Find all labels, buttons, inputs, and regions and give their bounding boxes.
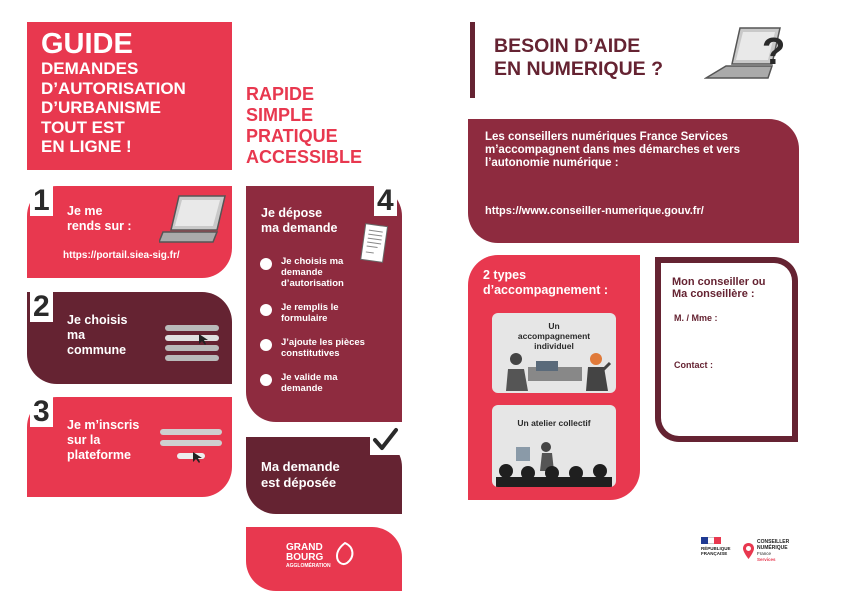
tagline: RAPIDE SIMPLE PRATIQUE ACCESSIBLE (246, 84, 363, 167)
collective-label: Un atelier collectif (517, 418, 591, 428)
cursor-icon (199, 334, 208, 345)
cursor-icon (193, 452, 202, 463)
step-3-number: 3 (30, 397, 53, 427)
laptop-question-icon (704, 22, 794, 90)
individual-illustration (498, 351, 612, 393)
guide-header (27, 22, 232, 170)
step-1-card (27, 186, 232, 278)
collective-card (492, 405, 616, 487)
step-3-text: Je m’inscris sur la plateforme (67, 418, 140, 462)
types-title: 2 types d’accompagnement : (483, 268, 609, 297)
laptop-icon (159, 192, 229, 246)
bullet-item: J’ajoute les pièces constitutives (260, 337, 390, 359)
step-4-card (246, 186, 402, 422)
advisor-inner (661, 263, 792, 436)
bullet-item: Je choisis ma demande d’autorisation (260, 256, 390, 289)
brand-block (246, 527, 402, 591)
step-1-text: Je me rends sur : (67, 204, 132, 233)
done-text: Ma demande est déposée (261, 459, 340, 490)
brand-logo: GRAND BOURG AGGLOMÉRATION (286, 542, 331, 569)
individual-card (492, 313, 616, 393)
collective-illustration (496, 441, 612, 487)
types-block (468, 255, 640, 500)
step-4-number: 4 (374, 186, 397, 216)
check-icon (370, 425, 400, 455)
step-2-text: Je choisis ma commune (67, 313, 128, 357)
pin-icon (742, 542, 755, 560)
svg-text:?: ? (762, 31, 786, 73)
step-2-number: 2 (30, 292, 53, 322)
advisor-contact-label: Contact : (674, 360, 713, 370)
step-4-bullets (260, 256, 390, 407)
help-title: BESOIN D’AIDE EN NUMERIQUE ? (494, 35, 664, 80)
help-title-bar (470, 22, 475, 98)
conseiller-numerique-logo: CONSEILLER NUMÉRIQUE France Services (742, 539, 802, 571)
bullet-item: Je valide ma demande (260, 372, 390, 394)
intro-text: Les conseillers numériques France Services m’accompagnent dans mes démarches et vers l’autonomie numérique : (485, 131, 741, 169)
bullet-item: Je remplis le formulaire (260, 302, 390, 324)
intro-block (468, 119, 799, 243)
guide-title: GUIDE (41, 28, 133, 60)
advisor-name-label: M. / Mme : (674, 313, 718, 323)
guide-subtitle: DEMANDES D’AUTORISATION D’URBANISME TOUT EST EN LIGNE ! (41, 59, 186, 156)
step-4-text: Je dépose ma demande (261, 206, 338, 235)
step-3-card (27, 397, 232, 497)
brand-leaf-icon (334, 541, 356, 567)
step-1-number: 1 (30, 186, 53, 216)
republique-logo: RÉPUBLIQUE FRANÇAISE (701, 537, 731, 569)
advisor-title: Mon conseiller ou Ma conseillère : (672, 276, 766, 300)
individual-label: Un accompagnement individuel (517, 321, 591, 351)
portail-url[interactable]: https://portail.siea-sig.fr/ (63, 250, 180, 261)
step-2-card (27, 292, 232, 384)
conseiller-url[interactable]: https://www.conseiller-numerique.gouv.fr/ (485, 205, 704, 217)
advisor-block (655, 257, 798, 442)
